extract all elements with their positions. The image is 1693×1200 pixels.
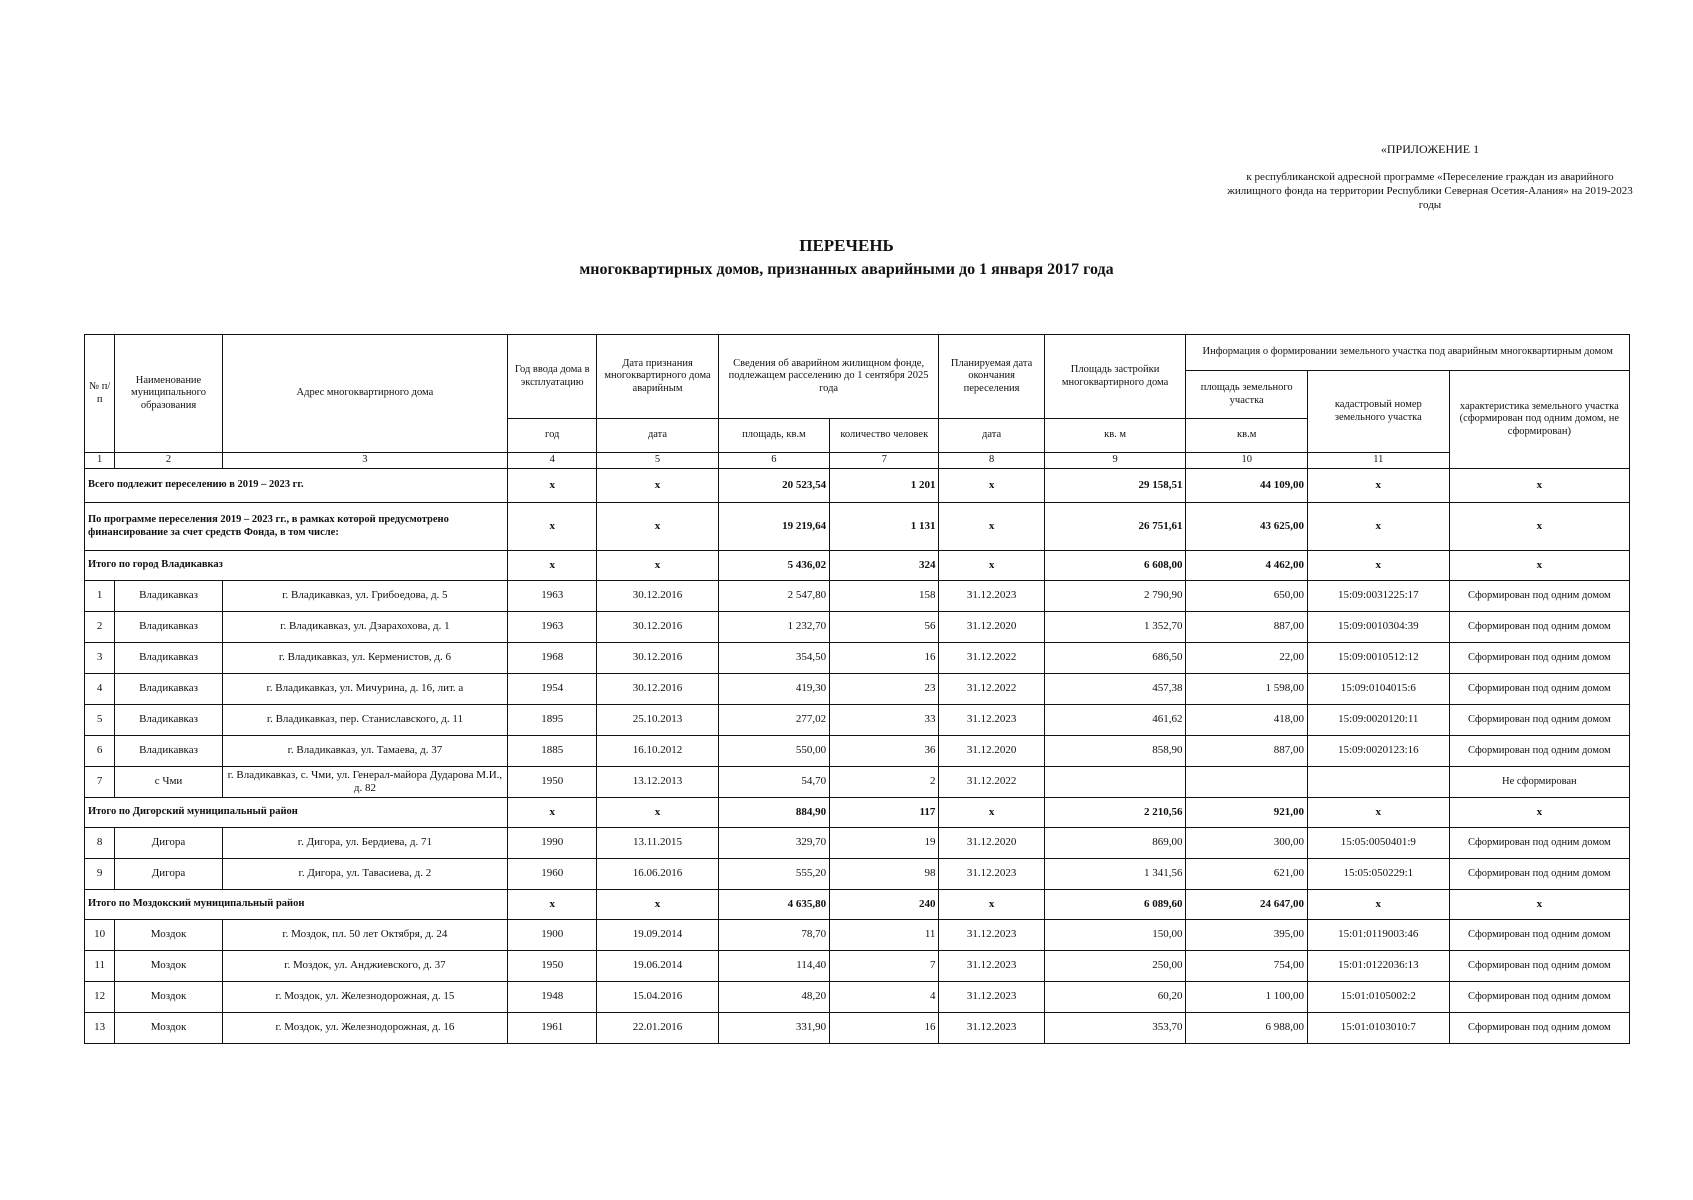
row-people: 158 [830, 581, 939, 612]
summary-cadastral: x [1307, 798, 1449, 828]
row-number: 4 [85, 674, 115, 705]
row-land-area [1186, 767, 1307, 798]
row-address: г. Владикавказ, ул. Керменистов, д. 6 [222, 643, 508, 674]
row-land-area: 418,00 [1186, 705, 1307, 736]
row-building-area: 60,20 [1044, 982, 1186, 1013]
row-planned-date: 31.12.2023 [939, 920, 1044, 951]
summary-label: Всего подлежит переселению в 2019 – 2023 гг. [85, 469, 508, 503]
col-number: 2 [115, 453, 222, 469]
row-cadastral: 15:09:0010304:39 [1307, 612, 1449, 643]
row-municipality: Дигора [115, 859, 222, 890]
header-building-area: Площадь застройки многоквартирного дома [1044, 335, 1186, 419]
row-municipality: Моздок [115, 1013, 222, 1044]
row-number: 11 [85, 951, 115, 982]
row-number: 13 [85, 1013, 115, 1044]
summary-label: Итого по Моздокский муниципальный район [85, 890, 508, 920]
row-year-built: 1990 [508, 828, 597, 859]
row-building-area: 461,62 [1044, 705, 1186, 736]
row-recognized-date: 19.06.2014 [597, 951, 718, 982]
row-number: 2 [85, 612, 115, 643]
row-municipality: с Чми [115, 767, 222, 798]
row-building-area: 457,38 [1044, 674, 1186, 705]
row-recognized-date: 30.12.2016 [597, 643, 718, 674]
summary-area: 4 635,80 [718, 890, 829, 920]
summary-land-char: x [1449, 890, 1629, 920]
summary-land-area: 24 647,00 [1186, 890, 1307, 920]
row-people: 2 [830, 767, 939, 798]
summary-people: 240 [830, 890, 939, 920]
summary-land-area: 43 625,00 [1186, 503, 1307, 551]
row-planned-date: 31.12.2023 [939, 1013, 1044, 1044]
row-recognized-date: 25.10.2013 [597, 705, 718, 736]
row-year-built: 1968 [508, 643, 597, 674]
row-land-area: 1 100,00 [1186, 982, 1307, 1013]
row-cadastral: 15:01:0122036:13 [1307, 951, 1449, 982]
row-building-area: 353,70 [1044, 1013, 1186, 1044]
summary-building-area: 29 158,51 [1044, 469, 1186, 503]
row-planned-date: 31.12.2020 [939, 736, 1044, 767]
col-number: 11 [1307, 453, 1449, 469]
row-land-area: 395,00 [1186, 920, 1307, 951]
col-number: 4 [508, 453, 597, 469]
row-land-char: Сформирован под одним домом [1449, 705, 1629, 736]
table-row [85, 1013, 1630, 1044]
summary-cadastral: x [1307, 551, 1449, 581]
summary-planned-date: x [939, 551, 1044, 581]
row-land-char: Сформирован под одним домом [1449, 828, 1629, 859]
row-planned-date: 31.12.2022 [939, 767, 1044, 798]
row-building-area: 858,90 [1044, 736, 1186, 767]
summary-land-area: 4 462,00 [1186, 551, 1307, 581]
header-municipality: Наименование муниципального образования [115, 335, 222, 453]
row-number: 8 [85, 828, 115, 859]
row-municipality: Владикавказ [115, 612, 222, 643]
row-year-built: 1963 [508, 581, 597, 612]
row-municipality: Дигора [115, 828, 222, 859]
row-building-area: 250,00 [1044, 951, 1186, 982]
row-address: г. Дигора, ул. Тавасиева, д. 2 [222, 859, 508, 890]
appendix-block [1225, 142, 1635, 212]
summary-land-char: x [1449, 551, 1629, 581]
col-number: 3 [222, 453, 508, 469]
summary-cadastral: x [1307, 503, 1449, 551]
row-area: 114,40 [718, 951, 829, 982]
row-cadastral: 15:09:0020120:11 [1307, 705, 1449, 736]
row-year-built: 1895 [508, 705, 597, 736]
row-planned-date: 31.12.2020 [939, 828, 1044, 859]
row-address: г. Владикавказ, ул. Тамаева, д. 37 [222, 736, 508, 767]
row-building-area: 1 352,70 [1044, 612, 1186, 643]
row-recognized-date: 13.11.2015 [597, 828, 718, 859]
row-address: г. Моздок, ул. Железнодорожная, д. 15 [222, 982, 508, 1013]
summary-planned-date: x [939, 890, 1044, 920]
row-municipality: Моздок [115, 982, 222, 1013]
row-cadastral: 15:09:0010512:12 [1307, 643, 1449, 674]
row-people: 98 [830, 859, 939, 890]
table-row [85, 767, 1630, 798]
summary-people: 1 201 [830, 469, 939, 503]
summary-area: 5 436,02 [718, 551, 829, 581]
row-cadastral: 15:05:0050401:9 [1307, 828, 1449, 859]
summary-date: x [597, 469, 718, 503]
header-recognized-date: Дата признания многоквартирного дома аварийным [597, 335, 718, 419]
row-municipality: Моздок [115, 951, 222, 982]
summary-row [85, 890, 1630, 920]
unit-date: дата [597, 419, 718, 453]
col-number: 8 [939, 453, 1044, 469]
row-year-built: 1961 [508, 1013, 597, 1044]
row-land-char: Сформирован под одним домом [1449, 581, 1629, 612]
row-year-built: 1950 [508, 951, 597, 982]
row-planned-date: 31.12.2020 [939, 612, 1044, 643]
row-number: 6 [85, 736, 115, 767]
row-planned-date: 31.12.2022 [939, 643, 1044, 674]
row-planned-date: 31.12.2023 [939, 951, 1044, 982]
row-land-area: 887,00 [1186, 736, 1307, 767]
summary-planned-date: x [939, 469, 1044, 503]
row-address: г. Владикавказ, ул. Грибоедова, д. 5 [222, 581, 508, 612]
table-row [85, 982, 1630, 1013]
row-land-area: 650,00 [1186, 581, 1307, 612]
summary-row [85, 469, 1630, 503]
row-land-area: 1 598,00 [1186, 674, 1307, 705]
row-planned-date: 31.12.2023 [939, 705, 1044, 736]
summary-building-area: 26 751,61 [1044, 503, 1186, 551]
summary-year: x [508, 469, 597, 503]
document-subtitle: многоквартирных домов, признанных аварийными до 1 января 2017 года [579, 261, 1114, 278]
row-planned-date: 31.12.2023 [939, 859, 1044, 890]
table-row [85, 828, 1630, 859]
summary-date: x [597, 890, 718, 920]
row-recognized-date: 15.04.2016 [597, 982, 718, 1013]
row-municipality: Владикавказ [115, 643, 222, 674]
row-number: 9 [85, 859, 115, 890]
row-number: 12 [85, 982, 115, 1013]
row-people: 16 [830, 1013, 939, 1044]
row-address: г. Моздок, ул. Анджиевского, д. 37 [222, 951, 508, 982]
row-area: 555,20 [718, 859, 829, 890]
row-people: 11 [830, 920, 939, 951]
summary-year: x [508, 551, 597, 581]
row-area: 354,50 [718, 643, 829, 674]
summary-cadastral: x [1307, 469, 1449, 503]
row-land-char: Не сформирован [1449, 767, 1629, 798]
header-fund-info: Сведения об аварийном жилищном фонде, подлежащем расселению до 1 сентября 2025 года [718, 335, 939, 419]
row-land-area: 887,00 [1186, 612, 1307, 643]
row-number: 1 [85, 581, 115, 612]
summary-land-char: x [1449, 503, 1629, 551]
row-area: 419,30 [718, 674, 829, 705]
row-number: 10 [85, 920, 115, 951]
header-land-area: площадь земельного участка [1186, 371, 1307, 419]
summary-area: 19 219,64 [718, 503, 829, 551]
summary-people: 117 [830, 798, 939, 828]
row-address: г. Владикавказ, ул. Мичурина, д. 16, лит. а [222, 674, 508, 705]
summary-building-area: 6 608,00 [1044, 551, 1186, 581]
row-recognized-date: 30.12.2016 [597, 674, 718, 705]
row-municipality: Владикавказ [115, 736, 222, 767]
row-people: 33 [830, 705, 939, 736]
row-recognized-date: 16.10.2012 [597, 736, 718, 767]
col-number: 1 [85, 453, 115, 469]
row-cadastral: 15:09:0020123:16 [1307, 736, 1449, 767]
row-people: 7 [830, 951, 939, 982]
row-land-char: Сформирован под одним домом [1449, 612, 1629, 643]
summary-row [85, 503, 1630, 551]
row-address: г. Владикавказ, с. Чми, ул. Генерал-майора Дударова М.И., д. 82 [222, 767, 508, 798]
header-land-info: Информация о формировании земельного участка под аварийным многоквартирным домом [1186, 335, 1630, 371]
col-number: 5 [597, 453, 718, 469]
row-year-built: 1948 [508, 982, 597, 1013]
row-municipality: Владикавказ [115, 581, 222, 612]
row-cadastral: 15:01:0105002:2 [1307, 982, 1449, 1013]
row-year-built: 1885 [508, 736, 597, 767]
row-people: 36 [830, 736, 939, 767]
table-row [85, 643, 1630, 674]
header-land-char: характеристика земельного участка (сформирован под одним домом, не сформирован) [1449, 371, 1629, 469]
row-address: г. Владикавказ, ул. Дзарахохова, д. 1 [222, 612, 508, 643]
housing-table [84, 334, 1630, 1044]
summary-row [85, 798, 1630, 828]
row-planned-date: 31.12.2023 [939, 581, 1044, 612]
summary-label: Итого по Дигорский муниципальный район [85, 798, 508, 828]
row-area: 54,70 [718, 767, 829, 798]
row-people: 56 [830, 612, 939, 643]
unit-building-area: кв. м [1044, 419, 1186, 453]
row-recognized-date: 19.09.2014 [597, 920, 718, 951]
row-land-area: 6 988,00 [1186, 1013, 1307, 1044]
row-land-char: Сформирован под одним домом [1449, 920, 1629, 951]
row-cadastral: 15:05:050229:1 [1307, 859, 1449, 890]
row-building-area: 869,00 [1044, 828, 1186, 859]
unit-area: площадь, кв.м [718, 419, 829, 453]
row-people: 23 [830, 674, 939, 705]
summary-date: x [597, 503, 718, 551]
summary-land-area: 921,00 [1186, 798, 1307, 828]
row-building-area: 2 790,90 [1044, 581, 1186, 612]
summary-year: x [508, 503, 597, 551]
summary-date: x [597, 798, 718, 828]
table-row [85, 705, 1630, 736]
row-recognized-date: 22.01.2016 [597, 1013, 718, 1044]
table-row [85, 920, 1630, 951]
header-year-built: Год ввода дома в эксплуатацию [508, 335, 597, 419]
appendix-text: к республиканской адресной программе «Переселение граждан из аварийного жилищного фонда на территории Республики Северная Осетия-Алания» на 2019-2023 годы [1227, 170, 1633, 212]
header-address: Адрес многоквартирного дома [222, 335, 508, 453]
summary-year: x [508, 798, 597, 828]
summary-area: 884,90 [718, 798, 829, 828]
row-municipality: Владикавказ [115, 674, 222, 705]
col-number: 6 [718, 453, 829, 469]
row-year-built: 1954 [508, 674, 597, 705]
row-number: 7 [85, 767, 115, 798]
row-planned-date: 31.12.2023 [939, 982, 1044, 1013]
summary-date: x [597, 551, 718, 581]
row-municipality: Моздок [115, 920, 222, 951]
row-building-area: 686,50 [1044, 643, 1186, 674]
row-people: 16 [830, 643, 939, 674]
col-number: 9 [1044, 453, 1186, 469]
row-area: 277,02 [718, 705, 829, 736]
col-number: 10 [1186, 453, 1307, 469]
row-cadastral [1307, 767, 1449, 798]
summary-land-area: 44 109,00 [1186, 469, 1307, 503]
row-area: 48,20 [718, 982, 829, 1013]
row-area: 2 547,80 [718, 581, 829, 612]
table-row [85, 951, 1630, 982]
row-recognized-date: 30.12.2016 [597, 612, 718, 643]
row-recognized-date: 16.06.2016 [597, 859, 718, 890]
summary-area: 20 523,54 [718, 469, 829, 503]
row-recognized-date: 13.12.2013 [597, 767, 718, 798]
header-num: № п/п [85, 335, 115, 453]
summary-cadastral: x [1307, 890, 1449, 920]
header-planned-date: Планируемая дата окончания переселения [939, 335, 1044, 419]
unit-land-area: кв.м [1186, 419, 1307, 453]
row-cadastral: 15:09:0104015:6 [1307, 674, 1449, 705]
appendix-title: «ПРИЛОЖЕНИЕ 1 [1380, 142, 1480, 156]
row-building-area: 1 341,56 [1044, 859, 1186, 890]
row-land-char: Сформирован под одним домом [1449, 1013, 1629, 1044]
row-land-area: 300,00 [1186, 828, 1307, 859]
row-area: 329,70 [718, 828, 829, 859]
row-cadastral: 15:09:0031225:17 [1307, 581, 1449, 612]
row-area: 1 232,70 [718, 612, 829, 643]
col-number: 7 [830, 453, 939, 469]
summary-building-area: 2 210,56 [1044, 798, 1186, 828]
row-land-char: Сформирован под одним домом [1449, 674, 1629, 705]
table-row [85, 674, 1630, 705]
summary-row [85, 551, 1630, 581]
row-area: 78,70 [718, 920, 829, 951]
row-land-char: Сформирован под одним домом [1449, 736, 1629, 767]
summary-land-char: x [1449, 798, 1629, 828]
summary-label: По программе переселения 2019 – 2023 гг., в рамках которой предусмотрено финансирование за счет средств Фонда, в том числе: [85, 503, 508, 551]
summary-label: Итого по город Владикавказ [85, 551, 508, 581]
row-land-area: 22,00 [1186, 643, 1307, 674]
summary-land-char: x [1449, 469, 1629, 503]
row-area: 550,00 [718, 736, 829, 767]
row-address: г. Моздок, пл. 50 лет Октября, д. 24 [222, 920, 508, 951]
row-number: 5 [85, 705, 115, 736]
row-year-built: 1960 [508, 859, 597, 890]
row-area: 331,90 [718, 1013, 829, 1044]
unit-planned-date: дата [939, 419, 1044, 453]
summary-year: x [508, 890, 597, 920]
summary-people: 1 131 [830, 503, 939, 551]
row-land-char: Сформирован под одним домом [1449, 643, 1629, 674]
row-municipality: Владикавказ [115, 705, 222, 736]
row-building-area: 150,00 [1044, 920, 1186, 951]
row-land-char: Сформирован под одним домом [1449, 982, 1629, 1013]
row-address: г. Владикавказ, пер. Станиславского, д. 11 [222, 705, 508, 736]
table-row [85, 736, 1630, 767]
row-people: 19 [830, 828, 939, 859]
row-year-built: 1900 [508, 920, 597, 951]
row-address: г. Моздок, ул. Железнодорожная, д. 16 [222, 1013, 508, 1044]
row-cadastral: 15:01:0119003:46 [1307, 920, 1449, 951]
summary-planned-date: x [939, 798, 1044, 828]
summary-building-area: 6 089,60 [1044, 890, 1186, 920]
summary-planned-date: x [939, 503, 1044, 551]
unit-people: количество человек [830, 419, 939, 453]
row-land-char: Сформирован под одним домом [1449, 951, 1629, 982]
document-title: ПЕРЕЧЕНЬ [799, 236, 894, 255]
row-building-area [1044, 767, 1186, 798]
row-planned-date: 31.12.2022 [939, 674, 1044, 705]
table-row [85, 581, 1630, 612]
row-land-area: 621,00 [1186, 859, 1307, 890]
table-row [85, 859, 1630, 890]
summary-people: 324 [830, 551, 939, 581]
table-row [85, 612, 1630, 643]
row-cadastral: 15:01:0103010:7 [1307, 1013, 1449, 1044]
row-year-built: 1963 [508, 612, 597, 643]
header-cadastral: кадастровый номер земельного участка [1307, 371, 1449, 453]
row-recognized-date: 30.12.2016 [597, 581, 718, 612]
row-land-char: Сформирован под одним домом [1449, 859, 1629, 890]
row-address: г. Дигора, ул. Бердиева, д. 71 [222, 828, 508, 859]
row-year-built: 1950 [508, 767, 597, 798]
row-number: 3 [85, 643, 115, 674]
row-land-area: 754,00 [1186, 951, 1307, 982]
unit-year: год [508, 419, 597, 453]
row-people: 4 [830, 982, 939, 1013]
